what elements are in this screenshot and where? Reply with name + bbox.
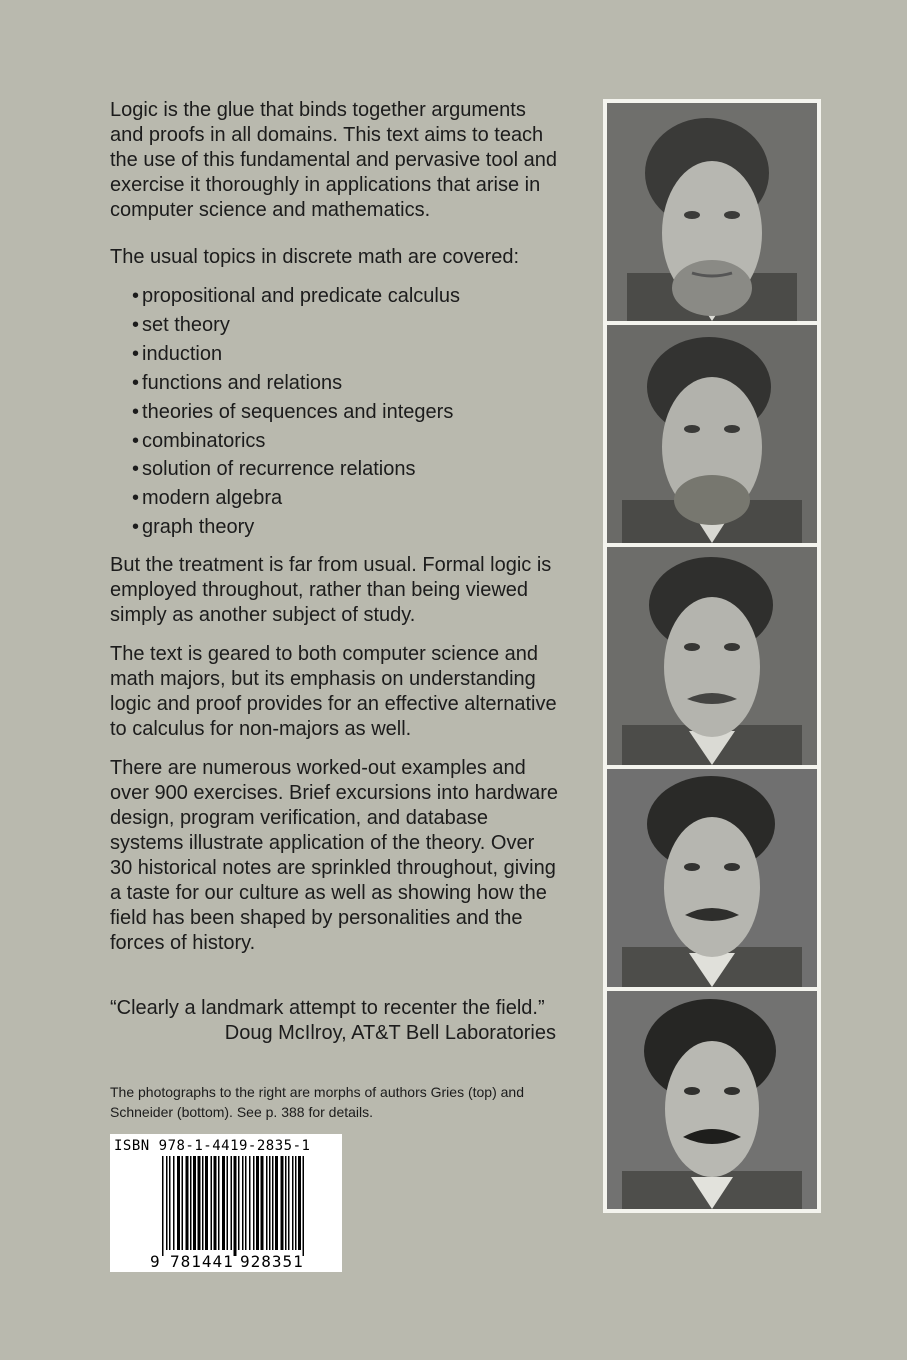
barcode-bar	[275, 1156, 278, 1250]
author-photo-2	[607, 325, 817, 543]
endorsement-quote	[110, 996, 562, 1046]
barcode-bar	[173, 1156, 175, 1250]
intro-paragraph: Logic is the glue that binds together arguments and proofs in all domains. This text aims to teach the use of this fundamental and pervasive tool and exercise it thoroughly in applications that arise in computer science and mathematics.	[110, 99, 557, 221]
barcode-bar	[295, 1156, 297, 1250]
list-item: • induction	[132, 340, 562, 369]
barcode-bar	[245, 1156, 247, 1250]
quote-text: “Clearly a landmark attempt to recenter the field.”	[110, 997, 545, 1020]
barcode-bar	[292, 1156, 294, 1250]
barcode-bar	[177, 1156, 180, 1250]
author-photo-strip	[603, 99, 821, 1213]
list-item: • combinatorics	[132, 427, 562, 456]
back-cover-text	[110, 98, 562, 1046]
barcode-bar	[234, 1156, 237, 1256]
list-item: • theories of sequences and integers	[132, 398, 562, 427]
isbn-label: ISBN 978-1-4419-2835-1	[114, 1138, 311, 1154]
barcode-bar	[266, 1156, 268, 1250]
photo-caption: The photographs to the right are morphs of authors Gries (top) and Schneider (bottom). See p. 388 for details.	[110, 1084, 525, 1120]
exercises-paragraph: There are numerous worked-out examples and over 900 exercises. Brief excursions into hardware design, program verification, and database systems illustrate application of the theory. Over 30 historical notes are sprinkled throughout, giving a taste for our culture as well as showing how the field has been shaped by personalities and the forces of history.	[110, 757, 558, 955]
barcode-bar	[298, 1156, 301, 1250]
barcode-bar	[214, 1156, 217, 1250]
barcode-bar	[249, 1156, 251, 1250]
barcode-digits-right: 928351	[240, 1252, 304, 1271]
barcode-bar	[162, 1156, 164, 1256]
barcode-bar	[269, 1156, 271, 1250]
barcode	[110, 1134, 342, 1272]
list-item: • propositional and predicate calculus	[132, 282, 562, 311]
author-photo-1	[607, 103, 817, 321]
isbn-barcode-block	[110, 1134, 342, 1272]
barcode-bar	[231, 1156, 233, 1250]
barcode-bar	[202, 1156, 204, 1250]
barcode-bar	[182, 1156, 184, 1250]
list-item: • modern algebra	[132, 484, 562, 513]
list-item: • solution of recurrence relations	[132, 455, 562, 484]
barcode-bar	[242, 1156, 244, 1250]
barcode-bar	[198, 1156, 201, 1250]
list-item: • functions and relations	[132, 369, 562, 398]
topics-list	[132, 282, 562, 542]
list-item: • set theory	[132, 311, 562, 340]
barcode-bars	[162, 1156, 304, 1256]
barcode-bar	[285, 1156, 287, 1250]
barcode-bar	[281, 1156, 284, 1250]
barcode-bar	[303, 1156, 305, 1256]
treatment-paragraph: But the treatment is far from usual. Formal logic is employed throughout, rather than being viewed simply as another subject of study.	[110, 554, 552, 627]
list-item: • graph theory	[132, 513, 562, 542]
barcode-bar	[186, 1156, 189, 1250]
barcode-bar	[166, 1156, 168, 1250]
quote-attribution: Doug McIlroy, AT&T Bell Laboratories	[224, 1022, 556, 1045]
barcode-bar	[169, 1156, 171, 1250]
barcode-bar	[218, 1156, 220, 1250]
barcode-bar	[211, 1156, 213, 1250]
barcode-bar	[222, 1156, 225, 1250]
barcode-digit-lead: 9	[150, 1252, 160, 1271]
audience-paragraph: The text is geared to both computer science and math majors, but its emphasis on understanding logic and proof provides for an effective alternative to calculus for non-majors as well.	[110, 643, 557, 741]
barcode-bar	[256, 1156, 259, 1250]
author-photo-5	[607, 991, 817, 1209]
author-photo-3	[607, 547, 817, 765]
barcode-digits-left: 781441	[170, 1252, 234, 1271]
topics-intro: The usual topics in discrete math are covered:	[110, 246, 520, 268]
barcode-bar	[261, 1156, 264, 1250]
barcode-bar	[272, 1156, 274, 1250]
author-photo-4	[607, 769, 817, 987]
barcode-bar	[205, 1156, 208, 1250]
barcode-bar	[238, 1156, 240, 1250]
barcode-bar	[190, 1156, 192, 1250]
barcode-bar	[193, 1156, 196, 1250]
barcode-bar	[227, 1156, 229, 1250]
barcode-bar	[253, 1156, 255, 1250]
barcode-bar	[288, 1156, 290, 1250]
